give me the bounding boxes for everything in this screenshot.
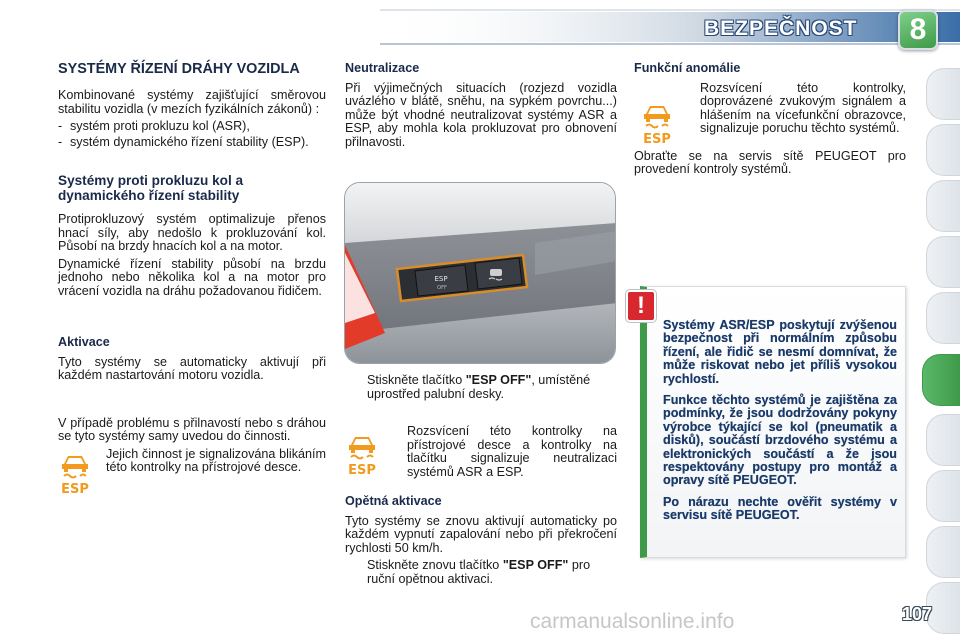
list-item — [58, 136, 326, 150]
icon-note — [345, 425, 617, 479]
section-heading: SYSTÉMY ŘÍZENÍ DRÁHY VOZIDLA — [58, 61, 300, 77]
arrow-bullet-icon — [345, 559, 367, 586]
exclamation-icon: ! — [626, 290, 656, 322]
reactivation-heading: Opětná aktivace — [345, 494, 442, 508]
intro-text: Kombinované systémy zajišťující směrovou stabilitu vozidla (v mezích fyzikálních zákonů) : — [58, 88, 326, 116]
page-title: BEZPEČNOST — [704, 17, 858, 40]
icon-note-text: Rozsvícení této kontrolky na přístrojové desce a kontrolky na tlačítku signalizuje neutralizaci systémů ASR a ESP. — [407, 424, 617, 479]
icon-note — [634, 82, 906, 146]
icon-note-text: Jejich činnost je signalizována blikáním této kontrolky na přístrojové desce. — [106, 446, 326, 474]
step-text-bold: "ESP OFF" — [502, 558, 569, 572]
side-tab[interactable] — [926, 236, 960, 288]
subsection-heading: Systémy proti prokluzu kol a dynamického řízení stability — [58, 173, 244, 203]
side-tab[interactable] — [926, 68, 960, 120]
list-dash: - — [58, 119, 63, 133]
paragraph: Dynamické řízení stability působí na brzdu jednoho nebo několika kol a na motor pro vrácení vozidla na dráhu požadovanou řidičem. — [58, 256, 326, 298]
icon-note — [58, 448, 326, 496]
activation-text: Tyto systémy se automaticky aktivují při každém nastartování motoru vozidla. — [58, 354, 326, 382]
column-1 — [58, 62, 326, 496]
chapter-badge: 8 — [898, 10, 938, 50]
side-tab[interactable] — [926, 526, 960, 578]
side-tab[interactable] — [926, 292, 960, 344]
step-item — [345, 559, 617, 586]
watermark: carmanualsonline.info — [530, 610, 735, 633]
warning-box — [640, 286, 906, 558]
side-tab[interactable] — [926, 414, 960, 466]
esp-warning-light-icon — [640, 102, 674, 146]
side-tabs — [926, 68, 960, 628]
svg-text:ESP: ESP — [348, 463, 376, 477]
step-text-bold: "ESP OFF" — [465, 373, 532, 387]
neutralization-text: Při výjimečných situacích (rozjezd vozidla uvázlého v blátě, sněhu, na sypkém povrchu...) může být vhodné neutralizovat systémy ASR a ESP, aby mohla kola prokluzovat pro obnovení přilnavosti. — [345, 80, 617, 149]
list-item — [58, 120, 326, 134]
side-tab-active[interactable] — [922, 354, 960, 406]
dashboard-illustration — [345, 183, 616, 364]
list-text: systém dynamického řízení stability (ESP). — [70, 134, 309, 149]
svg-text:ESP: ESP — [643, 131, 671, 146]
icon-note-text: Rozsvícení této kontrolky, doprovázené zvukovým signálem a hlášením na vícefunkční obrazovce, signalizuje poruchu těchto systémů. — [700, 80, 906, 135]
anomaly-heading: Funkční anomálie — [634, 61, 741, 75]
list-dash: - — [58, 134, 63, 149]
side-tab[interactable] — [926, 470, 960, 522]
step-text — [367, 559, 617, 586]
esp-button-label: ESP — [434, 275, 448, 283]
step-item — [345, 374, 617, 401]
step-text-prefix: Stiskněte znovu tlačítko — [367, 558, 503, 572]
page-number: 107 — [902, 604, 933, 624]
esp-warning-light-icon — [58, 452, 92, 496]
list-text: systém proti prokluzu kol (ASR), — [70, 119, 250, 133]
activation-heading: Aktivace — [58, 335, 110, 349]
step-text — [367, 374, 617, 401]
paragraph: Protiprokluzový systém optimalizuje přenos hnací síly, aby nedošlo k prokluzování kol. Působí na brzdy hnacích kol a na motor. — [58, 212, 326, 253]
column-2-lower — [345, 374, 617, 590]
esp-button-sublabel: OFF — [437, 285, 447, 291]
step-text-suffix: pro ruční opětnou aktivaci. — [367, 558, 591, 586]
service-text: Obraťte se na servis sítě PEUGEOT pro provedení kontroly systémů. — [634, 148, 906, 176]
arrow-bullet-icon — [345, 374, 367, 401]
reactivation-text: Tyto systémy se znovu aktivují automaticky po každém vypnutí zapalování nebo při překročení rychlosti 50 km/h. — [345, 513, 617, 555]
step-text-prefix: Stiskněte tlačítko — [367, 373, 466, 387]
step-text-suffix: , umístěné uprostřed palubní desky. — [367, 373, 591, 401]
svg-text:ESP: ESP — [61, 481, 89, 496]
warning-paragraph: Funkce těchto systémů je zajištěna za podmínky, že jsou dodržovány pokyny výrobce týkající se kol (pneumatik a disků), součástí brzdového systému a elektronických součástí a že jsou respektovány postupy pro montáž a opravy sítě PEUGEOT. — [663, 393, 897, 488]
problem-text: V případě problému s přilnavostí nebo s dráhou se tyto systémy samy uvedou do činnosti. — [58, 415, 326, 443]
dashboard-photo — [344, 182, 616, 364]
column-2 — [345, 62, 617, 153]
column-3 — [634, 62, 906, 181]
esp-warning-light-icon — [345, 433, 379, 477]
side-tab[interactable] — [926, 180, 960, 232]
warning-paragraph: Po nárazu nechte ověřit systémy v servisu sítě PEUGEOT. — [663, 494, 897, 523]
neutralization-heading: Neutralizace — [345, 61, 420, 75]
warning-paragraph: Systémy ASR/ESP poskytují zvýšenou bezpečnost při normálním způsobu řízení, ale řidič se nesmí domnívat, že může riskovat nebo jet příliš vysokou rychlostí. — [663, 318, 897, 386]
side-tab[interactable] — [926, 124, 960, 176]
